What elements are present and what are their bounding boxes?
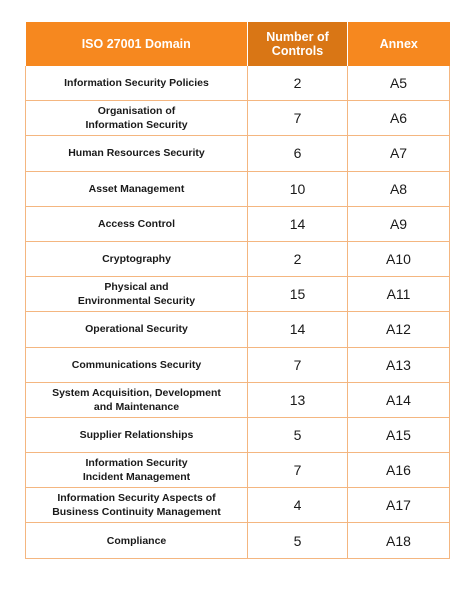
iso-27001-table-container xyxy=(25,22,449,559)
domain-cell: Supplier Relationships xyxy=(26,417,248,452)
header-annex: Annex xyxy=(348,22,450,66)
annex-cell: A15 xyxy=(348,417,450,452)
controls-count-cell: 13 xyxy=(248,382,348,417)
annex-cell: A16 xyxy=(348,453,450,488)
annex-cell: A12 xyxy=(348,312,450,347)
table-body xyxy=(26,66,450,558)
controls-count-cell: 14 xyxy=(248,312,348,347)
table-row xyxy=(26,523,450,558)
annex-cell: A17 xyxy=(348,488,450,523)
table-row xyxy=(26,488,450,523)
domain-cell: System Acquisition, Development and Maintenance xyxy=(26,382,248,417)
domain-cell: Physical and Environmental Security xyxy=(26,277,248,312)
table-row xyxy=(26,312,450,347)
controls-count-cell: 2 xyxy=(248,241,348,276)
annex-cell: A8 xyxy=(348,171,450,206)
table-row xyxy=(26,382,450,417)
controls-count-cell: 5 xyxy=(248,523,348,558)
table-row xyxy=(26,136,450,171)
iso-27001-controls-table xyxy=(25,22,450,559)
table-row xyxy=(26,277,450,312)
domain-cell: Cryptography xyxy=(26,241,248,276)
table-row xyxy=(26,241,450,276)
table-row xyxy=(26,66,450,101)
table-row xyxy=(26,417,450,452)
domain-cell: Access Control xyxy=(26,206,248,241)
controls-count-cell: 10 xyxy=(248,171,348,206)
controls-count-cell: 5 xyxy=(248,417,348,452)
domain-cell: Information Security Aspects of Business Continuity Management xyxy=(26,488,248,523)
controls-count-cell: 7 xyxy=(248,101,348,136)
table-row xyxy=(26,171,450,206)
annex-cell: A11 xyxy=(348,277,450,312)
controls-count-cell: 14 xyxy=(248,206,348,241)
header-number-of-controls: Number of Controls xyxy=(248,22,348,66)
table-header xyxy=(26,22,450,66)
table-row xyxy=(26,453,450,488)
annex-cell: A13 xyxy=(348,347,450,382)
header-row xyxy=(26,22,450,66)
domain-cell: Human Resources Security xyxy=(26,136,248,171)
controls-count-cell: 7 xyxy=(248,347,348,382)
domain-cell: Organisation of Information Security xyxy=(26,101,248,136)
table-row xyxy=(26,347,450,382)
header-domain: ISO 27001 Domain xyxy=(26,22,248,66)
annex-cell: A7 xyxy=(348,136,450,171)
domain-cell: Information Security Incident Management xyxy=(26,453,248,488)
domain-cell: Information Security Policies xyxy=(26,66,248,101)
annex-cell: A9 xyxy=(348,206,450,241)
table-row xyxy=(26,206,450,241)
annex-cell: A18 xyxy=(348,523,450,558)
annex-cell: A5 xyxy=(348,66,450,101)
domain-cell: Communications Security xyxy=(26,347,248,382)
domain-cell: Compliance xyxy=(26,523,248,558)
annex-cell: A10 xyxy=(348,241,450,276)
controls-count-cell: 7 xyxy=(248,453,348,488)
domain-cell: Asset Management xyxy=(26,171,248,206)
controls-count-cell: 15 xyxy=(248,277,348,312)
annex-cell: A14 xyxy=(348,382,450,417)
controls-count-cell: 2 xyxy=(248,66,348,101)
annex-cell: A6 xyxy=(348,101,450,136)
table-row xyxy=(26,101,450,136)
domain-cell: Operational Security xyxy=(26,312,248,347)
controls-count-cell: 4 xyxy=(248,488,348,523)
controls-count-cell: 6 xyxy=(248,136,348,171)
